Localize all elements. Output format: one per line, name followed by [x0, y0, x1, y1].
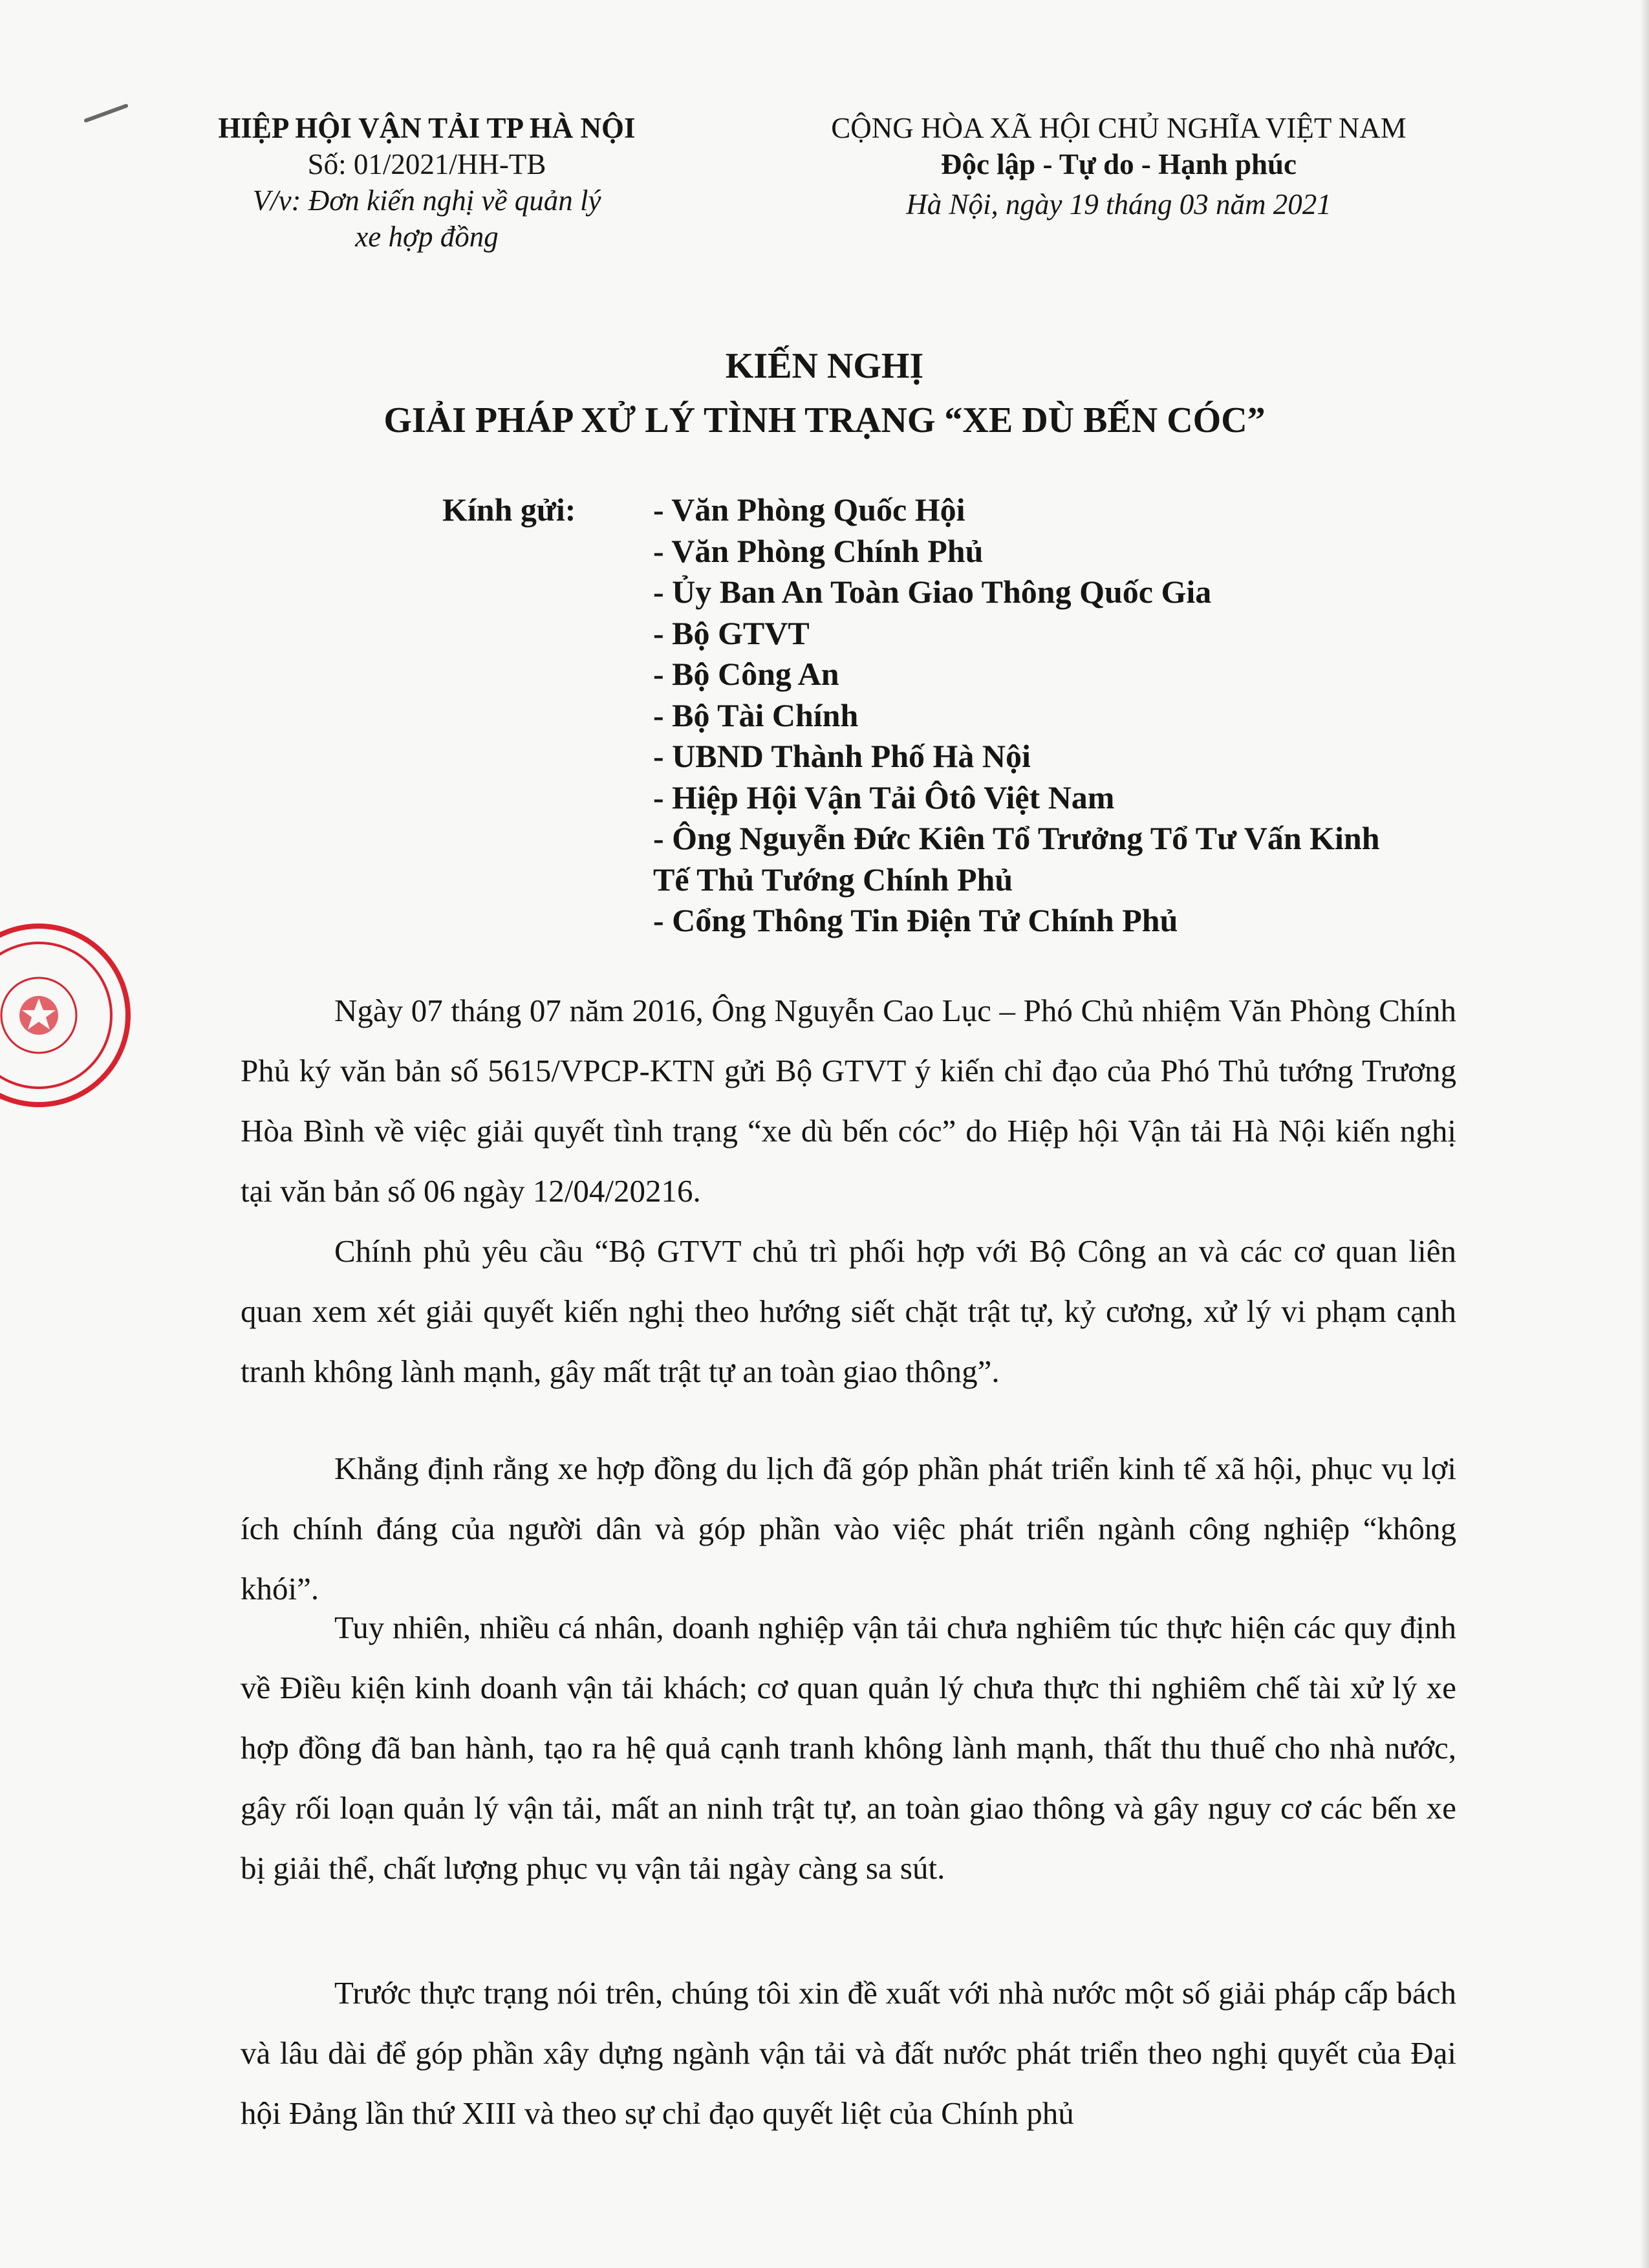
- red-seal-stamp: [0, 918, 136, 1112]
- national-motto: Độc lập - Tự do - Hạnh phúc: [940, 148, 1297, 180]
- recipient-item: - Văn Phòng Quốc Hội: [653, 491, 965, 528]
- pen-mark: [83, 103, 129, 123]
- recipient-item: - Bộ Công An: [653, 656, 839, 692]
- paragraph-1: [241, 980, 1456, 1221]
- paragraph-3: [241, 1438, 1456, 1619]
- recipient-item: - Cổng Thông Tin Điện Tử Chính Phủ: [653, 902, 1178, 938]
- document-subtitle: GIẢI PHÁP XỬ LÝ TÌNH TRẠNG “XE DÙ BẾN CÓC”: [383, 400, 1266, 440]
- paragraph-text: Tuy nhiên, nhiều cá nhân, doanh nghiệp vận tải chưa nghiêm túc thực hiện các quy định về Điều kiện kinh doanh vận tải khách; cơ quan quản lý chưa thực thi nghiêm chế tài xử lý xe hợp đồng đã ban hành, tạo ra hệ quả cạnh tranh không lành mạnh, thất thu thuế cho nhà nước, gây rối loạn quản lý vận tải, mất an ninh trật tự, an toàn giao thông và gây nguy cơ các bến xe bị giải thể, chất lượng phục vụ vận tải ngày càng sa sút.: [241, 1610, 1456, 1886]
- recipient-item: - Bộ GTVT: [653, 614, 810, 651]
- document-title: KIẾN NGHỊ: [725, 346, 924, 386]
- recipient-item-continuation: Tế Thủ Tướng Chính Phủ: [653, 861, 1013, 898]
- country-name: CỘNG HÒA XÃ HỘI CHỦ NGHĨA VIỆT NAM: [831, 112, 1406, 144]
- recipient-item: - Ủy Ban An Toàn Giao Thông Quốc Gia: [653, 574, 1212, 610]
- recipient-item: - UBND Thành Phố Hà Nội: [653, 738, 1031, 774]
- header-right: [776, 110, 1461, 222]
- place-date: Hà Nội, ngày 19 tháng 03 năm 2021: [906, 188, 1331, 221]
- scan-edge: [1640, 0, 1649, 2268]
- paragraph-2: [241, 1221, 1456, 1401]
- recipient-item: - Bộ Tài Chính: [653, 697, 859, 733]
- paragraph-text: Trước thực trạng nói trên, chúng tôi xin đề xuất với nhà nước một số giải pháp cấp bách và lâu dài để góp phần xây dựng ngành vận tải và đất nước phát triển theo nghị quyết của Đại hội Đảng lần thứ XIII và theo sự chỉ đạo quyết liệt của Chính phủ: [241, 1975, 1456, 2131]
- recipient-item: - Ông Nguyễn Đức Kiên Tổ Trưởng Tổ Tư Vấn Kinh: [653, 820, 1380, 856]
- recipient-item: - Hiệp Hội Vận Tải Ôtô Việt Nam: [653, 779, 1115, 815]
- header-left: [162, 110, 692, 255]
- subject-line-1: V/v: Đơn kiến nghị về quản lý: [252, 184, 601, 217]
- paragraph-4: [241, 1597, 1456, 1898]
- org-name: HIỆP HỘI VẬN TẢI TP HÀ NỘI: [218, 112, 636, 144]
- recipient-list: [653, 490, 1546, 942]
- recipients-label: Kính gửi:: [442, 491, 576, 528]
- recipient-item: - Văn Phòng Chính Phủ: [653, 532, 984, 569]
- paragraph-text: Ngày 07 tháng 07 năm 2016, Ông Nguyễn Cao Lục – Phó Chủ nhiệm Văn Phòng Chính Phủ ký văn bản số 5615/VPCP-KTN gửi Bộ GTVT ý kiến chỉ đạo của Phó Thủ tướng Trương Hòa Bình về việc giải quyết tình trạng “xe dù bến cóc” do Hiệp hội Vận tải Hà Nội kiến nghị tại văn bản số 06 ngày 12/04/20216.: [241, 993, 1456, 1209]
- subject-line-2: xe hợp đồng: [355, 221, 499, 253]
- paragraph-text: Khẳng định rằng xe hợp đồng du lịch đã góp phần phát triển kinh tế xã hội, phục vụ lợi ích chính đáng của người dân và góp phần vào việc phát triển ngành công nghiệp “không khói”.: [241, 1451, 1456, 1606]
- paragraph-text: Chính phủ yêu cầu “Bộ GTVT chủ trì phối hợp với Bộ Công an và các cơ quan liên quan xem xét giải quyết kiến nghị theo hướng siết chặt trật tự, kỷ cương, xử lý vi phạm cạnh tranh không lành mạnh, gây mất trật tự an toàn giao thông”.: [241, 1233, 1456, 1389]
- paragraph-5: [241, 1963, 1456, 2143]
- doc-number: Số: 01/2021/HH-TB: [307, 148, 546, 180]
